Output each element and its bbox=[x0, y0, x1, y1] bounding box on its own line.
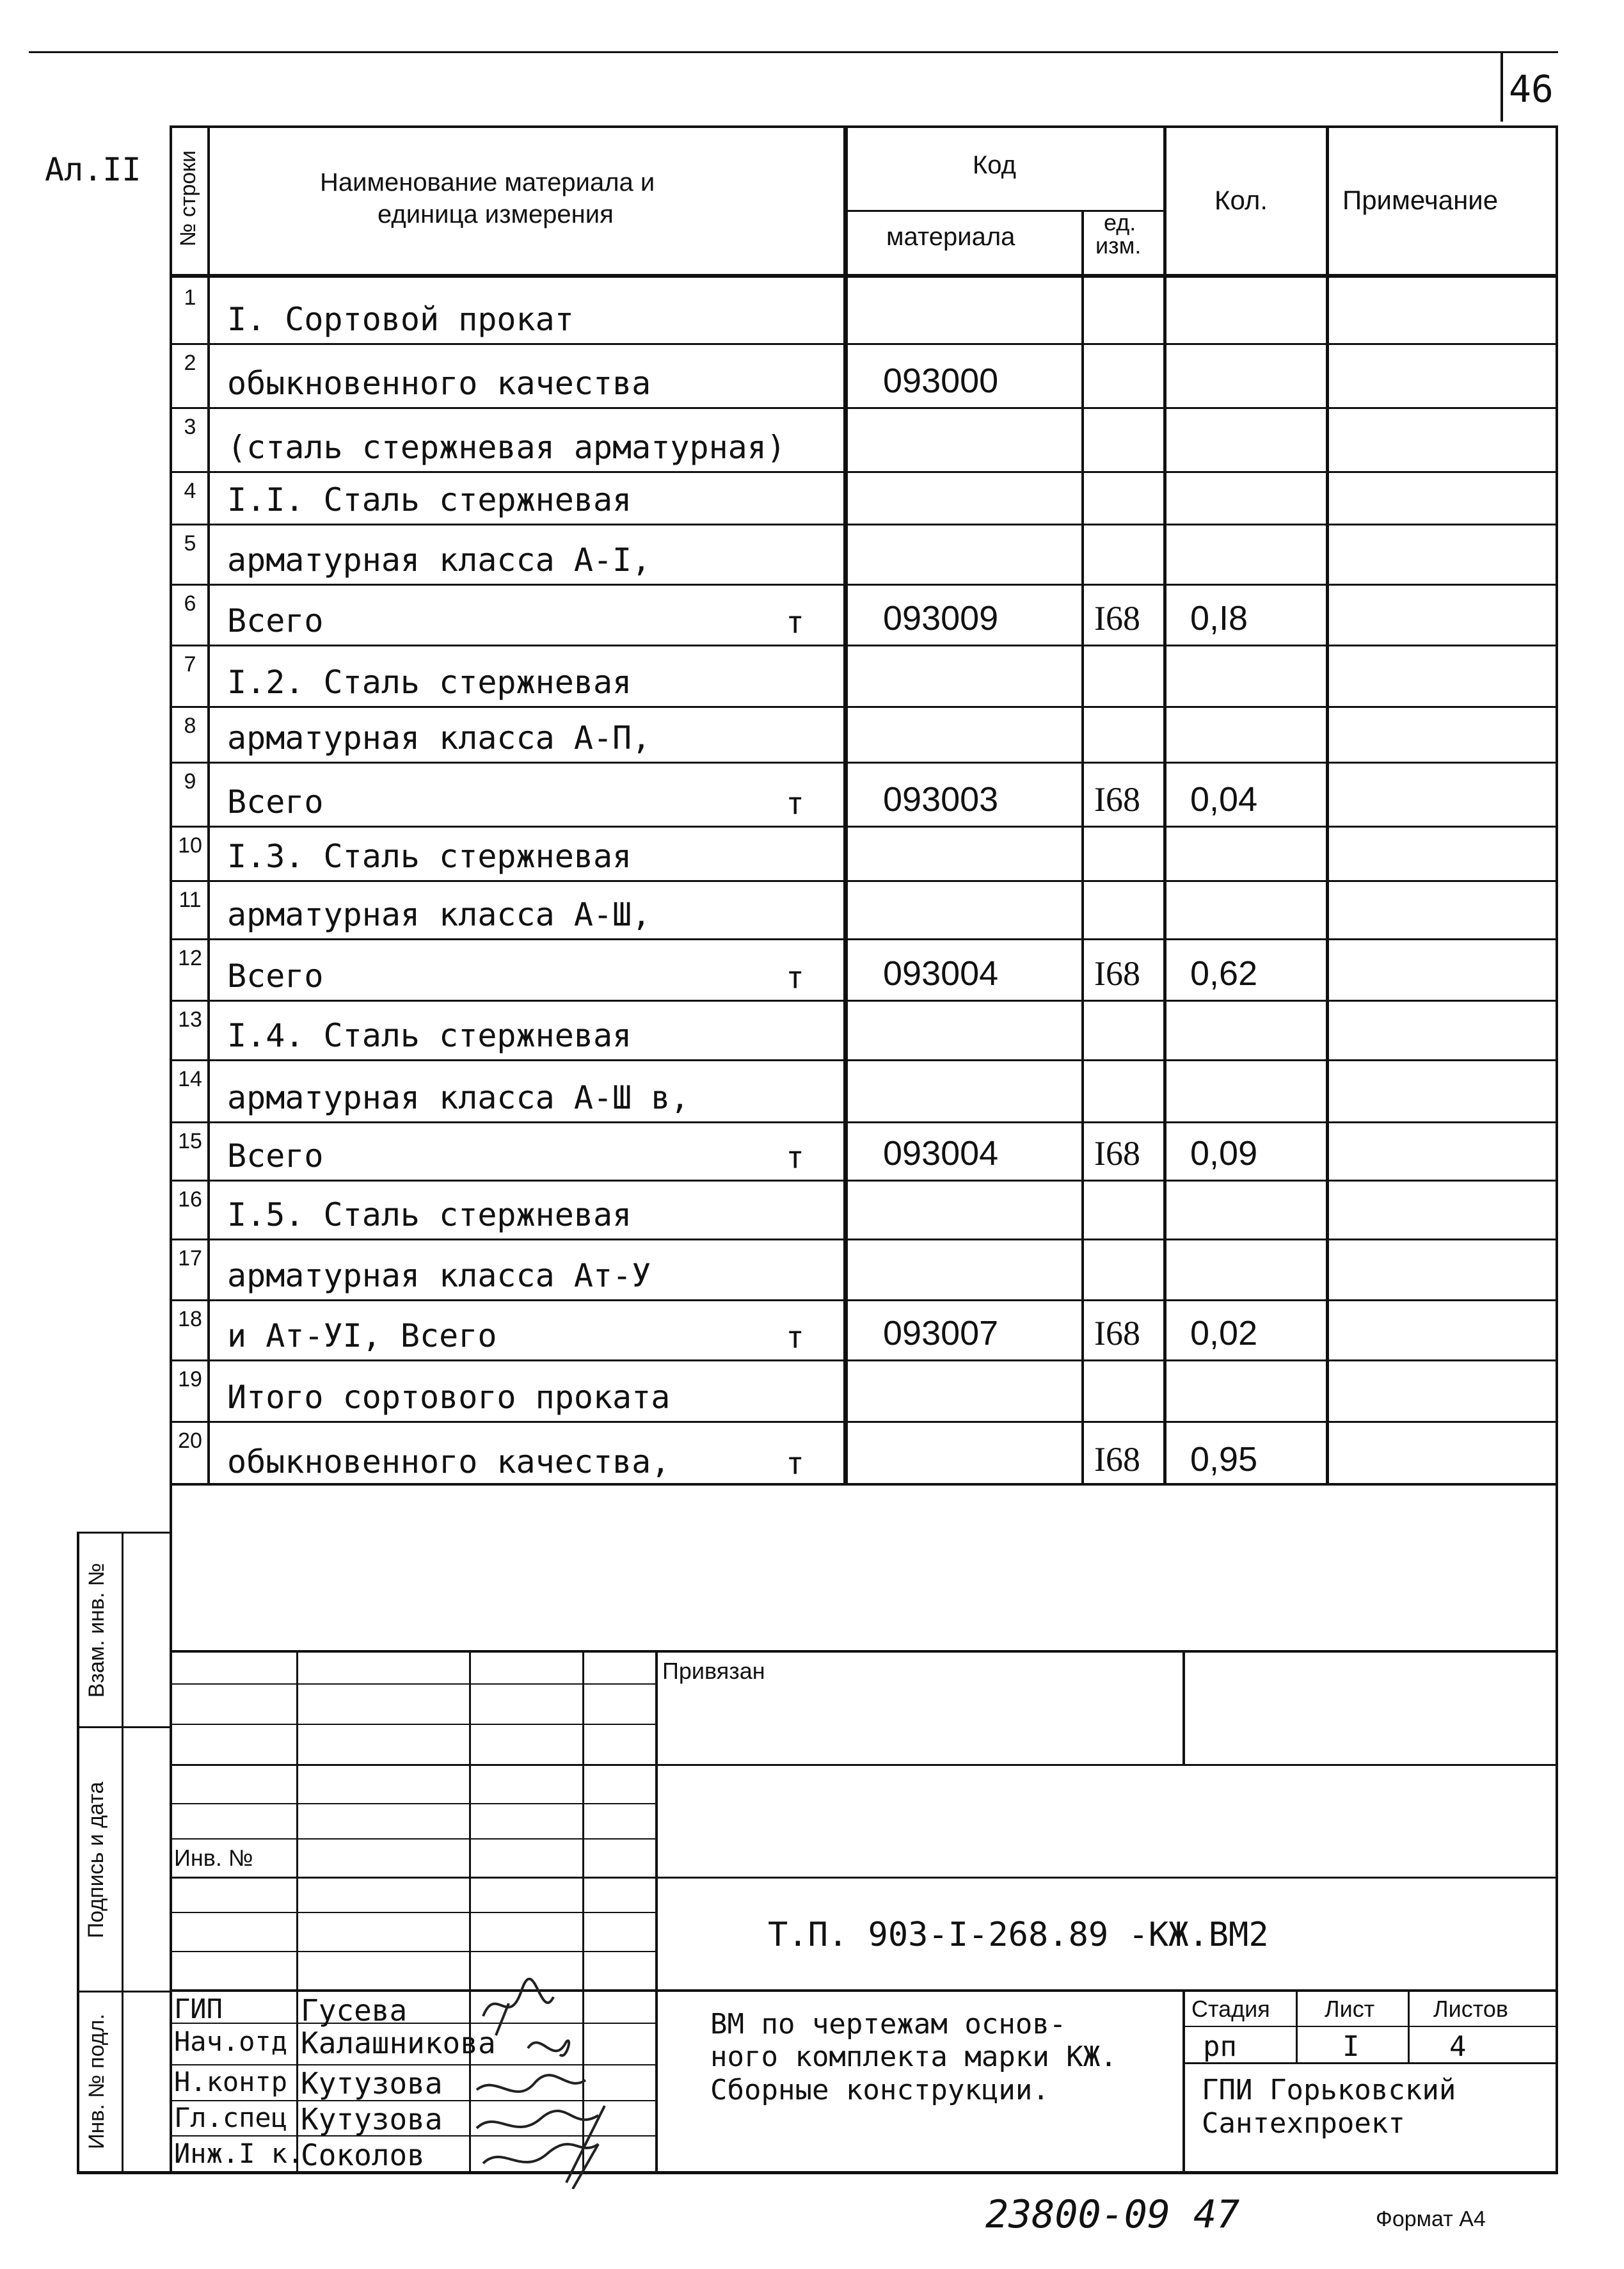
table-row bbox=[0, 762, 1624, 826]
tb-sheet: I bbox=[1342, 2030, 1360, 2063]
frame-left-lower bbox=[170, 1486, 172, 2174]
tb-sheet-label: Лист bbox=[1325, 1996, 1375, 2022]
row-number: 3 bbox=[184, 415, 196, 439]
tb-sheets-label: Листов bbox=[1433, 1996, 1508, 2022]
row-number: 13 bbox=[178, 1007, 202, 1032]
row-name: арматурная класса А-Ш в, bbox=[227, 1079, 690, 1116]
row-number: 11 bbox=[179, 888, 202, 912]
tb-stage: рп bbox=[1203, 2030, 1237, 2063]
table-row bbox=[0, 1059, 1624, 1121]
tb-stage-mid bbox=[1182, 2026, 1558, 2027]
row-qty: 0,95 bbox=[1190, 1440, 1258, 1479]
header-name-line2: единица измерения bbox=[378, 200, 614, 229]
tb-description-3: Сборные конструкции. bbox=[710, 2074, 1049, 2106]
row-number: 8 bbox=[184, 714, 196, 738]
row-code: 093003 bbox=[883, 780, 999, 819]
frame-bottom bbox=[77, 2171, 1558, 2174]
frame-right-lower bbox=[1556, 1486, 1558, 2174]
row-name: Всего bbox=[227, 602, 324, 639]
table-row bbox=[0, 407, 1624, 471]
signatures bbox=[470, 1978, 637, 2189]
row-number: 15 bbox=[178, 1129, 202, 1153]
row-unit: I68 bbox=[1094, 1440, 1140, 1479]
header-code-unit: ед. bbox=[1104, 209, 1136, 236]
side-strip-div1 bbox=[77, 1726, 171, 1728]
table-row bbox=[0, 645, 1624, 706]
table-row bbox=[0, 1000, 1624, 1059]
signature-kalashnikova bbox=[528, 2040, 569, 2055]
row-code: 093004 bbox=[883, 1134, 999, 1173]
footer-format: Формат А4 bbox=[1376, 2207, 1486, 2231]
table-row bbox=[0, 1299, 1624, 1359]
side-vzam: Взам. инв. № bbox=[84, 1562, 109, 1698]
side-strip-top bbox=[77, 1532, 171, 1534]
header-code-unit2: изм. bbox=[1095, 232, 1142, 259]
row-name: арматурная класса А-П, bbox=[227, 719, 651, 757]
signature-kutuzova-2 bbox=[477, 2111, 598, 2128]
row-qty: 0,02 bbox=[1190, 1314, 1258, 1352]
table-row bbox=[0, 706, 1624, 762]
tb-row-i bbox=[170, 1989, 1558, 1992]
row-name: I.I. Сталь стержневая bbox=[227, 481, 632, 518]
signer-role: Гл.спец bbox=[174, 2102, 288, 2133]
table-row bbox=[0, 938, 1624, 1000]
tb-row-f bbox=[170, 1877, 1558, 1879]
tb-inv-no: Инв. № bbox=[174, 1845, 253, 1871]
row-name: I.4. Сталь стержневая bbox=[227, 1017, 632, 1054]
tb-org-1: ГПИ Горьковский bbox=[1202, 2074, 1456, 2106]
header-note: Примечание bbox=[1342, 185, 1499, 215]
row-unit-t: т bbox=[786, 1140, 804, 1176]
tb-sheets: 4 bbox=[1449, 2030, 1467, 2063]
row-qty: 0,I8 bbox=[1190, 599, 1248, 637]
tb-privyazan: Привязан bbox=[662, 1658, 765, 1684]
row-name: Итого сортового проката bbox=[227, 1379, 671, 1416]
row-unit-t: т bbox=[786, 1320, 804, 1356]
table-row bbox=[0, 343, 1624, 407]
row-unit-t: т bbox=[786, 786, 804, 822]
row-name: (сталь стержневая арматурная) bbox=[227, 429, 786, 466]
row-name: арматурная класса Ат-У bbox=[227, 1257, 651, 1294]
row-number: 10 bbox=[178, 833, 202, 858]
row-name: обыкновенного качества bbox=[227, 365, 651, 402]
tb-stage-label: Стадия bbox=[1191, 1996, 1270, 2022]
table-row bbox=[0, 1180, 1624, 1239]
tb-col-stage bbox=[1182, 1989, 1185, 2174]
side-podpis: Подпись и дата bbox=[84, 1781, 108, 1939]
row-number: 5 bbox=[184, 531, 196, 556]
row-number: 2 bbox=[184, 351, 196, 375]
row-code: 093007 bbox=[883, 1314, 999, 1352]
row-name: арматурная класса А-I, bbox=[227, 541, 651, 579]
row-unit: I68 bbox=[1094, 954, 1140, 993]
page-number: 46 bbox=[1509, 67, 1554, 111]
tb-col-sheets bbox=[1408, 1989, 1410, 2064]
table-row bbox=[0, 826, 1624, 880]
row-name: Всего bbox=[227, 783, 324, 821]
row-name: I.5. Сталь стержневая bbox=[227, 1196, 632, 1233]
signer-role: Инж.I к. bbox=[174, 2138, 304, 2169]
table-row bbox=[0, 584, 1624, 645]
tb-description-2: ного комплекта марки КЖ. bbox=[710, 2040, 1117, 2073]
row-name: I.2. Сталь стержневая bbox=[227, 664, 632, 701]
row-unit: I68 bbox=[1094, 780, 1140, 819]
header-code-material: материала bbox=[886, 223, 1015, 251]
row-number: 4 bbox=[184, 479, 196, 503]
page-number-divider bbox=[1501, 51, 1503, 122]
table-row bbox=[0, 471, 1624, 524]
row-number: 18 bbox=[178, 1307, 202, 1331]
tb-top bbox=[170, 1650, 1558, 1653]
tb-stage-bottom bbox=[1182, 2062, 1558, 2064]
row-name: и Ат-УI, Всего bbox=[227, 1317, 497, 1354]
row-qty: 0,04 bbox=[1190, 780, 1258, 819]
row-name: обыкновенного качества, bbox=[227, 1443, 671, 1480]
row-number: 20 bbox=[178, 1429, 202, 1453]
row-unit-t: т bbox=[786, 1446, 804, 1482]
row-code: 093004 bbox=[883, 954, 999, 993]
row-name: арматурная класса А-Ш, bbox=[227, 896, 651, 933]
row-number: 9 bbox=[184, 769, 196, 794]
signature-gieva bbox=[483, 1979, 553, 2035]
top-rule bbox=[29, 51, 1558, 53]
signer-name: Соколов bbox=[301, 2138, 425, 2172]
table-row bbox=[0, 1239, 1624, 1299]
tb-org-2: Сантехпроект bbox=[1202, 2107, 1405, 2140]
row-number: 6 bbox=[184, 591, 196, 616]
row-name: I. Сортовой прокат bbox=[227, 301, 574, 338]
table-row bbox=[0, 880, 1624, 938]
table-row bbox=[0, 524, 1624, 584]
row-qty: 0,62 bbox=[1190, 954, 1258, 993]
signer-role: Нач.отд bbox=[174, 2026, 288, 2057]
row-code: 093009 bbox=[883, 599, 999, 637]
table-row bbox=[0, 1421, 1624, 1486]
row-number: 19 bbox=[178, 1367, 202, 1391]
row-unit-t: т bbox=[786, 605, 804, 641]
tb-col-1 bbox=[296, 1650, 298, 2174]
row-number: 16 bbox=[178, 1187, 202, 1212]
row-code: 093000 bbox=[883, 362, 999, 400]
footer-inventory: 23800-09 47 bbox=[985, 2192, 1240, 2237]
header-code: Код bbox=[973, 151, 1017, 179]
row-name: I.3. Сталь стержневая bbox=[227, 838, 632, 875]
row-number: 12 bbox=[178, 946, 202, 970]
tb-row-c bbox=[170, 1764, 1558, 1766]
tb-description-1: ВМ по чертежам основ- bbox=[710, 2008, 1067, 2040]
album-label: Ал.II bbox=[45, 151, 141, 188]
side-strip-inner bbox=[122, 1532, 123, 2174]
tb-col-sheet bbox=[1296, 1989, 1298, 2064]
table-row bbox=[0, 278, 1624, 343]
signer-name: Калашникова bbox=[301, 2026, 496, 2060]
row-unit: I68 bbox=[1094, 1134, 1140, 1173]
header-row-no: № строки bbox=[176, 150, 200, 247]
tb-col-4 bbox=[655, 1650, 658, 2174]
table-row bbox=[0, 1359, 1624, 1421]
signer-role: Н.контр bbox=[174, 2066, 288, 2097]
header-name: Наименование материала и bbox=[320, 168, 655, 196]
table-row bbox=[0, 1121, 1624, 1180]
row-number: 1 bbox=[184, 285, 196, 310]
signature-kutuzova-1 bbox=[477, 2075, 585, 2092]
row-unit: I68 bbox=[1094, 599, 1140, 637]
signer-name: Гусева bbox=[301, 1993, 408, 2028]
row-number: 17 bbox=[178, 1246, 202, 1271]
tb-doc-code: Т.П. 903-I-268.89 -КЖ.ВМ2 bbox=[768, 1916, 1269, 1954]
row-unit: I68 bbox=[1094, 1314, 1140, 1352]
tb-col-privyazan bbox=[1182, 1650, 1185, 1765]
signer-name: Кутузова bbox=[301, 2102, 443, 2137]
signer-role: ГИП bbox=[174, 1993, 223, 2024]
row-name: Всего bbox=[227, 1137, 324, 1175]
signature-sokolov bbox=[483, 2106, 605, 2189]
row-qty: 0,09 bbox=[1190, 1134, 1258, 1173]
signer-name: Кутузова bbox=[301, 2066, 443, 2101]
row-unit-t: т bbox=[786, 960, 804, 996]
row-name: Всего bbox=[227, 958, 324, 995]
header-qty: Кол. bbox=[1214, 185, 1268, 215]
side-strip-left bbox=[77, 1532, 79, 2174]
row-number: 7 bbox=[184, 652, 196, 677]
row-number: 14 bbox=[178, 1067, 202, 1091]
side-inv-podl: Инв. № подл. bbox=[84, 2014, 109, 2149]
